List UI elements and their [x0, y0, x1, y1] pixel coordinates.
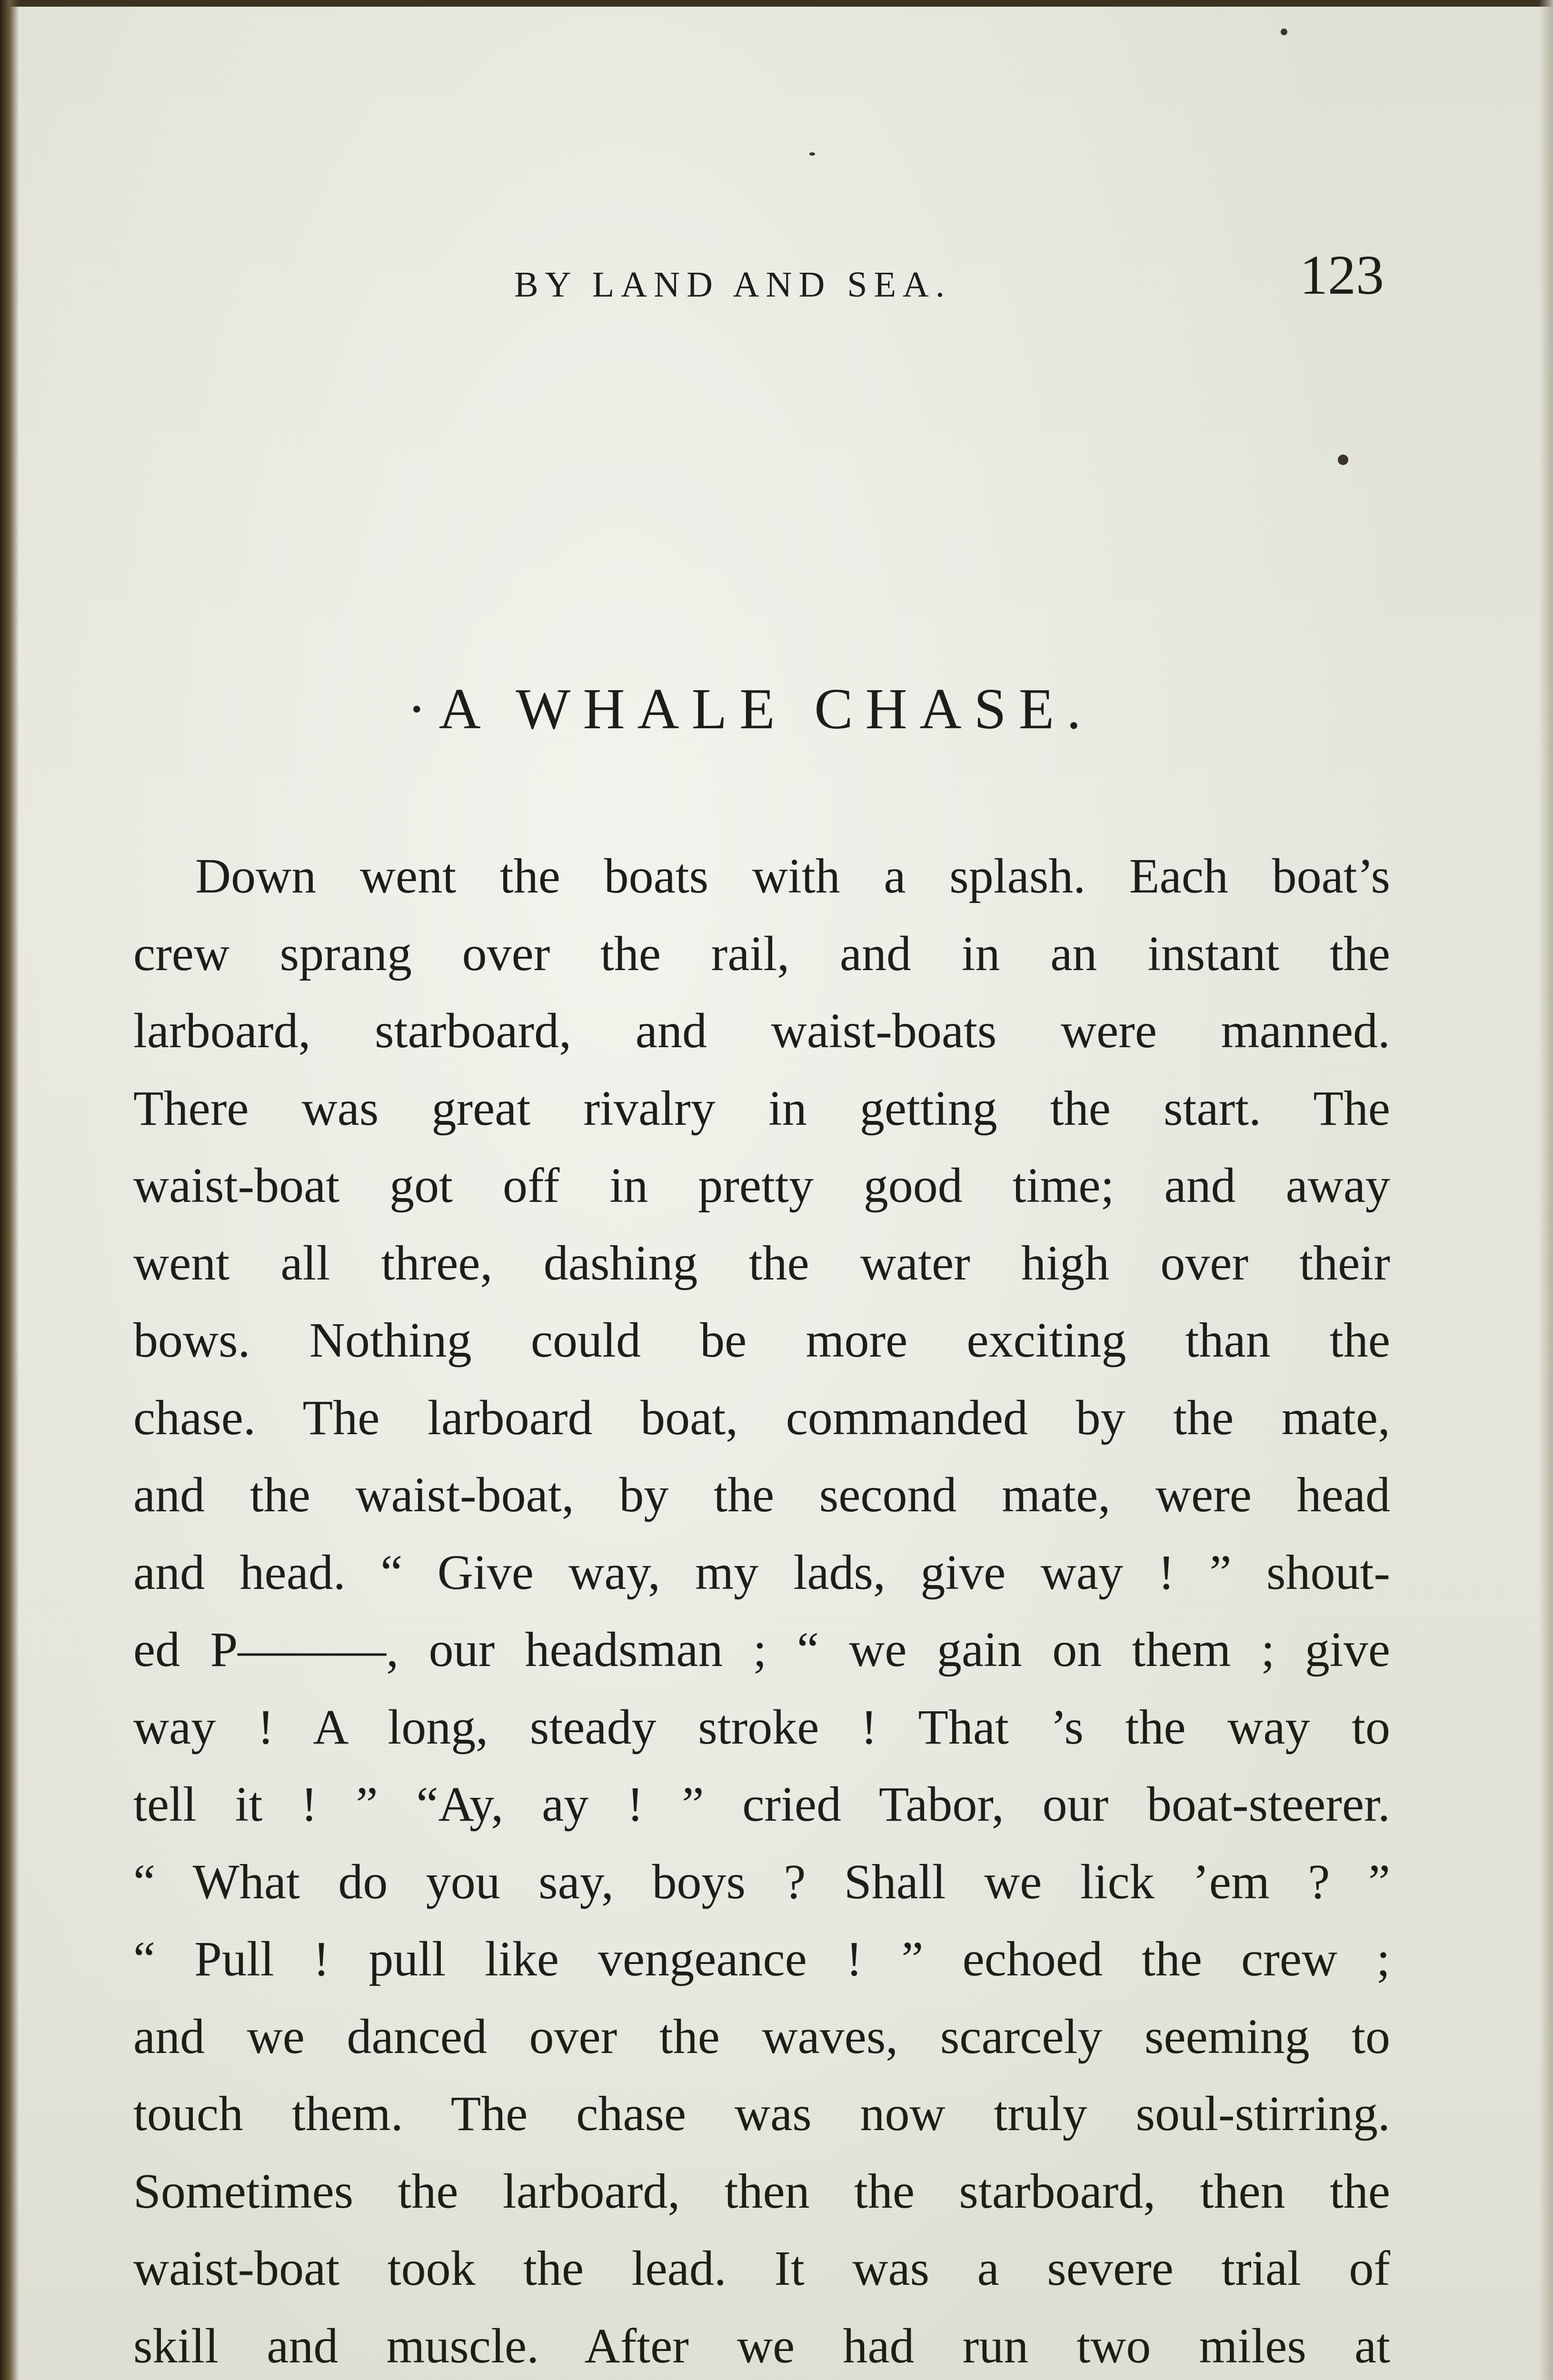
paper-speck	[1338, 455, 1348, 465]
text-line: “ Pull ! pull like vengeance ! ” echoed the crew ;	[133, 1932, 1390, 1986]
text-line: waist-boat took the lead. It was a severe trial of	[133, 2241, 1390, 2296]
running-head: BY LAND AND SEA.	[514, 265, 951, 305]
text-line: and we danced over the waves, scarcely seeming to	[133, 2009, 1390, 2064]
text-line: Sometimes the larboard, then the starboard, then the	[133, 2163, 1390, 2219]
text-line: larboard, starboard, and waist-boats were manned.	[133, 1003, 1390, 1058]
page-number: 123	[1300, 244, 1384, 306]
text-line: There was great rivalry in getting the start. The	[133, 1081, 1390, 1136]
text-line: and the waist-boat, by the second mate, were head	[133, 1468, 1390, 1522]
text-line: tell it ! ” “Ay, ay ! ” cried Tabor, our boat-steerer.	[133, 1777, 1390, 1832]
page-left-edge	[0, 0, 19, 2380]
text-line: ed P———, our headsman ; “ we gain on them ; give	[133, 1622, 1390, 1677]
text-line: waist-boat got off in pretty good time; and away	[133, 1158, 1390, 1213]
text-line: crew sprang over the rail, and in an instant the	[133, 926, 1390, 981]
body-paragraph	[133, 838, 1390, 2380]
text-line: went all three, dashing the water high over their	[133, 1235, 1390, 1290]
paper-speck	[809, 152, 815, 156]
text-line: and head. “ Give way, my lads, give way ! ” shout-	[133, 1545, 1390, 1600]
text-line: bows. Nothing could be more exciting than the	[133, 1313, 1390, 1368]
text-line: “ What do you say, boys ? Shall we lick ’em ? ”	[133, 1854, 1390, 1909]
text-line: skill and muscle. After we had run two miles at	[133, 2318, 1390, 2373]
page-top-edge	[0, 0, 1553, 7]
paper-speck	[1281, 29, 1287, 35]
chapter-title: ·A WHALE CHASE.	[407, 677, 1094, 741]
text-line: touch them. The chase was now truly soul-stirring.	[133, 2086, 1390, 2141]
text-line: Down went the boats with a splash. Each boat’s	[195, 849, 1390, 903]
text-line: way ! A long, steady stroke ! That ’s the way to	[133, 1699, 1390, 1755]
page-right-edge	[1539, 0, 1553, 2380]
text-line: chase. The larboard boat, commanded by the mate,	[133, 1390, 1390, 1445]
